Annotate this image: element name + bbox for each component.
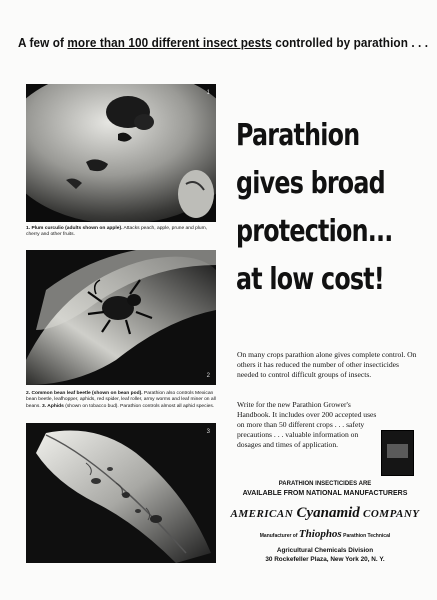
caption-3-title: 3. Aphids xyxy=(40,403,64,409)
ad-title-line-2: gives broad xyxy=(236,166,385,201)
company-logo-cyanamid: Cyanamid xyxy=(296,505,360,521)
caption-photos-2-3 xyxy=(26,391,218,410)
photo-aphids-image xyxy=(26,423,216,563)
photo-plum-curculio-image xyxy=(26,84,216,222)
ad-title-line-1: Parathion xyxy=(236,118,360,153)
caption-2-title: 2. Common bean leaf beetle (shown on bean pod). xyxy=(26,391,143,396)
company-name xyxy=(230,505,420,522)
headline-part-3: controlled by parathion . . . xyxy=(271,36,429,50)
photo-number-2: 2 xyxy=(206,373,210,379)
photo-bean-leaf-beetle-image xyxy=(26,250,216,385)
caption-2-text: Parathion also controls Mexican bean beetle, leafhopper, aphids, red spider, leaf roller, army worms and leaf miner on all beans. xyxy=(26,391,216,409)
company-address: 30 Rockefeller Plaza, New York 20, N. Y. xyxy=(265,556,385,563)
division-name: Agricultural Chemicals Division xyxy=(276,547,374,554)
handbook-booklet-image xyxy=(381,430,414,476)
caption-photo-1 xyxy=(26,226,218,239)
headline xyxy=(18,36,429,50)
footer-line-2: AVAILABLE FROM NATIONAL MANUFACTURERS xyxy=(242,490,408,497)
company-name-pre: AMERICAN xyxy=(230,508,297,520)
body-paragraph-1: On many crops parathion alone gives complete control. On others it has reduced the number of other insecticides needed to control difficult groups of insects. xyxy=(237,350,417,379)
manufacturer-line xyxy=(230,528,420,540)
manufacturer-post: Parathion Technical xyxy=(341,533,391,539)
manufacturer-pre: Manufacturer of xyxy=(259,533,299,539)
caption-3-text: (shown on tobacco bud). Parathion controls almost all aphid species. xyxy=(63,403,215,409)
ad-title xyxy=(236,112,393,304)
caption-1-title: 1. Plum curculio (adults shown on apple). xyxy=(26,226,123,231)
footer-line-1: PARATHION INSECTICIDES ARE xyxy=(278,481,372,487)
headline-emphasis: more than 100 different insect pests xyxy=(67,36,272,50)
ad-title-line-3: protection... xyxy=(236,214,393,249)
photo-plum-curculio xyxy=(26,84,216,222)
headline-part-1: A few of xyxy=(18,36,68,50)
thiophos-logo: Thiophos xyxy=(298,528,342,540)
caption-1-text: Attacks peach, apple, prune and plum, cherry and other fruits. xyxy=(26,226,208,238)
photo-number-3: 3 xyxy=(206,429,210,435)
company-name-post: COMPANY xyxy=(359,508,420,520)
photo-bean-leaf-beetle xyxy=(26,250,216,385)
photo-number-1: 1 xyxy=(206,90,210,96)
ad-title-line-4: at low cost! xyxy=(236,262,384,297)
photo-aphids xyxy=(26,423,216,563)
body-paragraph-2: Write for the new Parathion Grower's Handbook. It includes over 200 accepted uses on more than 50 different crops . . . safety precautions . . . valuable information on dosages and times of application. xyxy=(237,400,377,449)
